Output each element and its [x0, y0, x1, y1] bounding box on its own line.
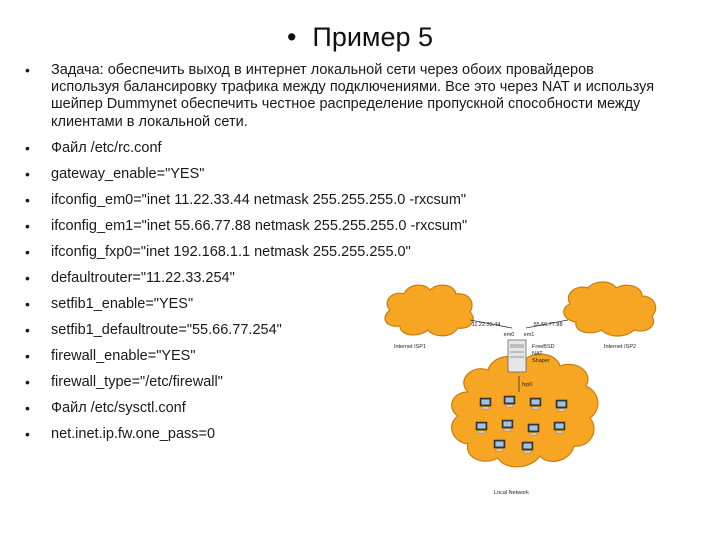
- freebsd-server-icon: [508, 340, 526, 372]
- bullet-item-gateway: • gateway_enable="YES": [25, 166, 665, 183]
- slide-title-text: Пример 5: [312, 22, 434, 52]
- fxp0-label: fxp0: [522, 382, 533, 388]
- network-diagram-svg: [372, 280, 662, 510]
- em1-label: em1: [523, 332, 535, 338]
- server-label-nat: NAT: [532, 351, 543, 357]
- isp2-cloud: [564, 282, 656, 336]
- ip-left-label: 11.22.33.44: [471, 322, 501, 328]
- ip-right-label: 55.66.77.88: [533, 322, 563, 328]
- isp2-cloud-shape: [564, 282, 656, 336]
- slide-title: [0, 22, 720, 53]
- network-diagram: [372, 280, 662, 510]
- bullet-item-setfib1-enable: • setfib1_enable="YES": [25, 296, 665, 313]
- bullet-item-firewall-type: • firewall_type="/etc/firewall": [25, 374, 665, 391]
- bullet-item-one-pass: • net.inet.ip.fw.one_pass=0: [25, 426, 665, 443]
- bullet-item-task: • Задача: обеспечить выход в интернет локальной сети через обоих провайдеров используя балансировку трафика между подключениями. Все это через NAT и используя шейпер Dummynet обеспечить честное распределение пропускной способности между клиентами в локальной сети.: [25, 62, 665, 131]
- server-label-freebsd: FreeBSD: [532, 344, 555, 350]
- isp1-cloud: [385, 285, 473, 336]
- server-slot-2: [510, 356, 524, 358]
- isp1-cloud-shape: [385, 285, 473, 336]
- bullet-item-setfib1-route: • setfib1_defaultroute="55.66.77.254": [25, 322, 665, 339]
- bullet-item-firewall-enable: • firewall_enable="YES": [25, 348, 665, 365]
- bullet-item-defaultrouter: • defaultrouter="11.22.33.254": [25, 270, 665, 287]
- isp1-label: Internet ISP1: [393, 344, 427, 350]
- bullet-item-sysctl-conf: • Файл /etc/sysctl.conf: [25, 400, 665, 417]
- bullet-item-fxp0: • ifconfig_fxp0="inet 192.168.1.1 netmask 255.255.255.0": [25, 244, 665, 261]
- title-bullet: •: [286, 22, 297, 52]
- bullet-item-em0: • ifconfig_em0="inet 11.22.33.44 netmask 255.255.255.0 -rxcsum": [25, 192, 665, 209]
- server-label-shaper: Shaper: [532, 358, 550, 364]
- isp2-label: Internet ISP2: [603, 344, 637, 350]
- server-front: [510, 344, 524, 348]
- lan-label: Local Network: [494, 490, 529, 496]
- bullet-item-em1: • ifconfig_em1="inet 55.66.77.88 netmask 255.255.255.0 -rxcsum": [25, 218, 665, 235]
- server-slot: [510, 351, 524, 353]
- em0-label: em0: [503, 332, 515, 338]
- bullet-item-rc-conf: • Файл /etc/rc.conf: [25, 140, 665, 157]
